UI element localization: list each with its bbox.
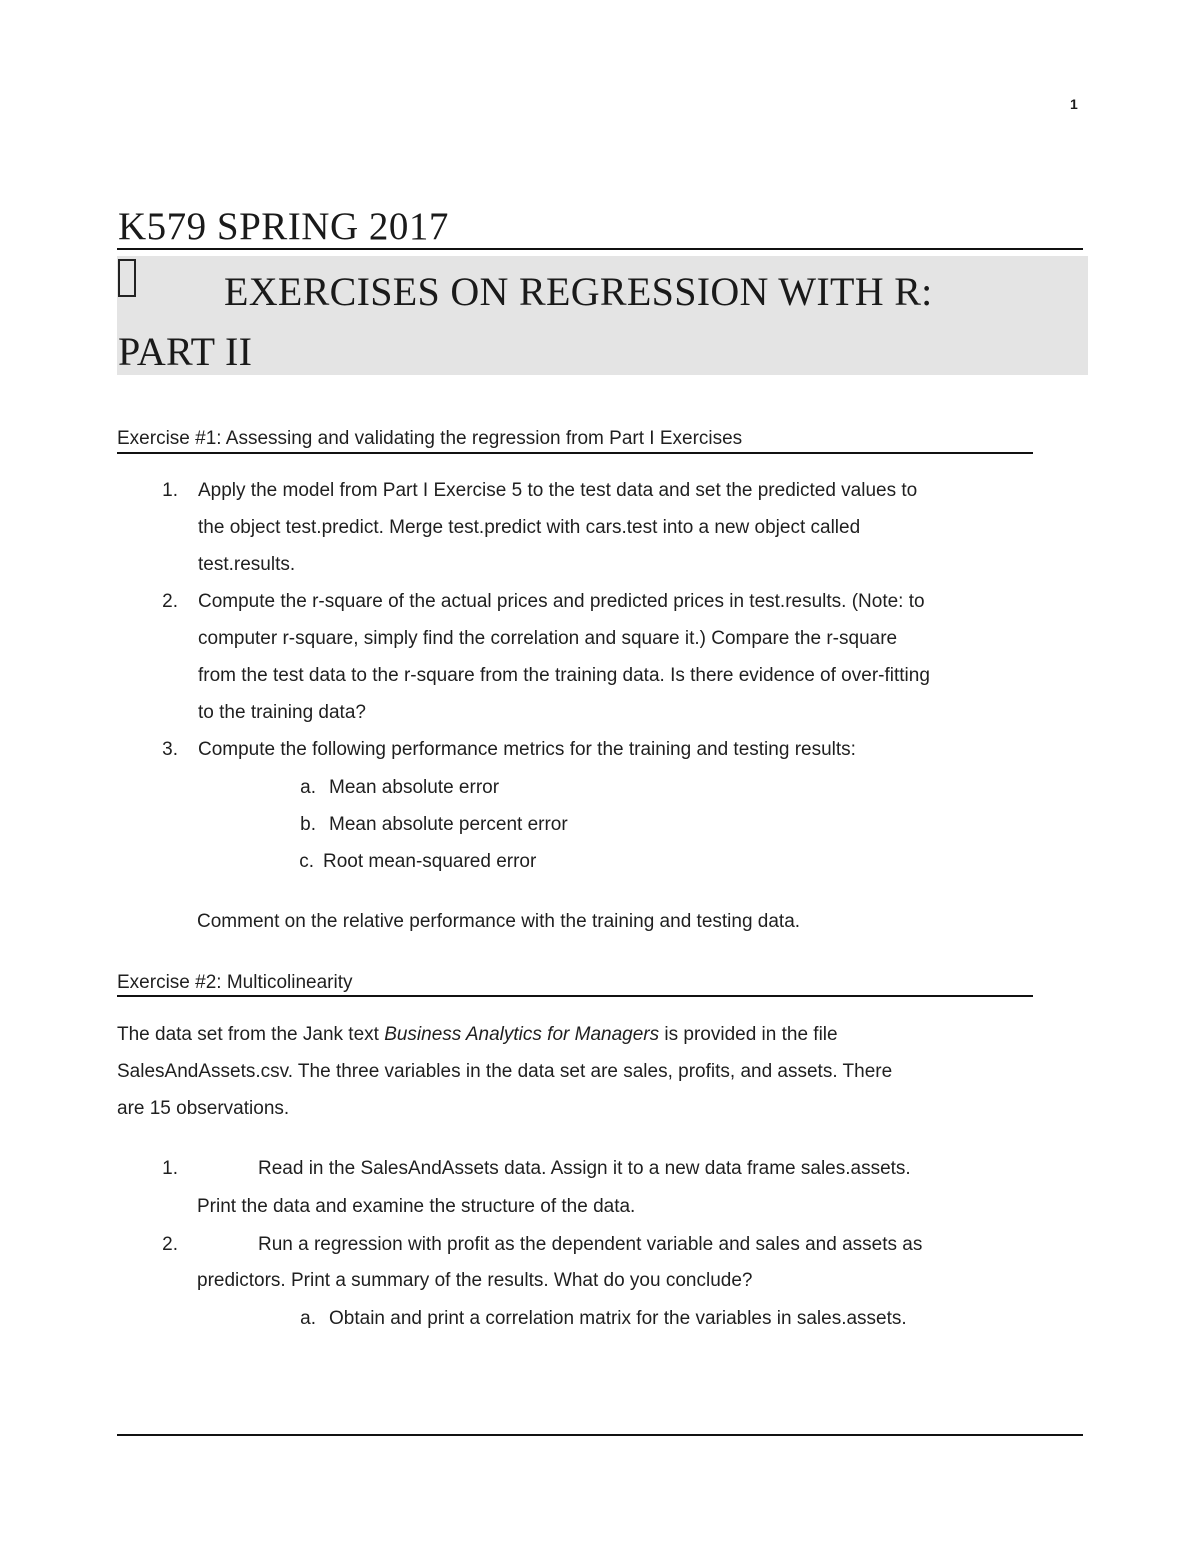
exercise-2-rule (117, 995, 1033, 997)
exercise-1-rule (117, 452, 1033, 454)
footer-rule (117, 1434, 1083, 1436)
sub-item-text: Obtain and print a correlation matrix for the variables in sales.assets. (329, 1308, 907, 1329)
book-title: Business Analytics for Managers (384, 1024, 660, 1045)
sub-item-letter: a. (300, 777, 316, 798)
list-item-number: 1. (162, 480, 178, 501)
list-item-number: 2. (162, 591, 178, 612)
list-item-text: Compute the following performance metrics for the training and testing results: (198, 739, 856, 760)
exercise-1-heading: Exercise #1: Assessing and validating the regression from Part I Exercises (117, 428, 743, 449)
list-item-text: predictors. Print a summary of the results. What do you conclude? (197, 1270, 753, 1291)
list-item-text: Run a regression with profit as the dependent variable and sales and assets as (258, 1234, 923, 1255)
list-item-number: 2. (162, 1234, 178, 1255)
document-title-line2: PART II (118, 329, 253, 374)
sub-item-text: Mean absolute error (329, 777, 500, 798)
list-item-number: 1. (162, 1158, 178, 1179)
exercise-2-heading: Exercise #2: Multicolinearity (117, 972, 353, 993)
sub-item-text: Root mean-squared error (323, 851, 537, 872)
course-title: K579 SPRING 2017 (118, 205, 449, 248)
sub-item-letter: c. (299, 851, 314, 872)
document-title-line1: EXERCISES ON REGRESSION WITH R: (224, 269, 933, 314)
list-item-text: Read in the SalesAndAssets data. Assign it to a new data frame sales.assets. (258, 1158, 911, 1179)
sub-item-letter: a. (300, 1308, 316, 1329)
sub-item-letter: b. (300, 814, 316, 835)
bullet-box-icon (118, 259, 136, 297)
exercise-2-paragraph: The data set from the Jank text Business Analytics for Managers is provided in the file SalesAndAssets.csv. The three variables in the data set are sales, profits, and assets. There are 15 observations. (117, 1024, 893, 1119)
list-item-text: Print the data and examine the structure of the data. (197, 1196, 636, 1217)
sub-item-text: Mean absolute percent error (329, 814, 568, 835)
list-item-text: Apply the model from Part I Exercise 5 to the test data and set the predicted values to the object test.predict. Merge test.predict with cars.test into a new object called test.results. (198, 480, 918, 575)
exercise-1-comment: Comment on the relative performance with the training and testing data. (197, 911, 801, 932)
page-number: 1 (1070, 96, 1078, 112)
list-item-text: Compute the r-square of the actual prices and predicted prices in test.results. (Note: to computer r-square, simply find the correlation and square it.) Compare the r-square from the test data to the r-square from the training data. Is there evidence of over-fitting to the training data? (198, 591, 930, 723)
title-rule (117, 248, 1083, 250)
list-item-number: 3. (162, 739, 178, 760)
